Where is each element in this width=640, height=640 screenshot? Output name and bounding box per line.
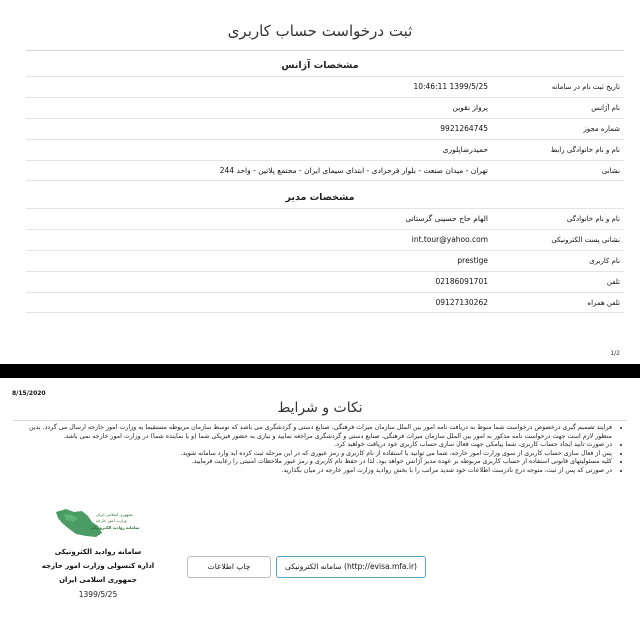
table-row bbox=[26, 160, 624, 181]
row-label: نام کاربری bbox=[589, 257, 620, 265]
row-value: الهام حاج حسینی گزستانی bbox=[405, 214, 488, 223]
evisa-portal-button[interactable]: سامانه الکترونیکی (http://evisa.mfa.ir) bbox=[276, 556, 426, 578]
print-date: 8/15/2020 bbox=[12, 390, 46, 397]
table-row bbox=[26, 271, 624, 292]
list-item: • پس از فعال سازی حساب کاربری از سوی وزارت امور خارجه، شما می توانید با استفاده از نام کاربری و رمز عبوری که در این مرحله ثبت کرده اید وارد سامانه شوید. bbox=[18, 450, 612, 459]
agency-details-table bbox=[26, 76, 624, 181]
signature-line-2: اداره کنسولی وزارت امور خارجه bbox=[41, 562, 155, 570]
row-value: حمیدرضاپلوری bbox=[442, 145, 488, 154]
table-row bbox=[26, 97, 624, 118]
table-row bbox=[26, 250, 624, 271]
agency-section-title: مشخصات آژانس bbox=[281, 60, 359, 71]
page-separator bbox=[0, 364, 640, 378]
page-title: ثبت درخواست حساب کاربری bbox=[227, 22, 413, 40]
row-label: نام و نام خانوادگی رابط bbox=[550, 146, 620, 154]
table-row bbox=[26, 292, 624, 313]
signature-date: 1399/5/25 bbox=[78, 590, 118, 599]
row-label: تلفن bbox=[606, 278, 620, 286]
signature-line-3: جمهوری اسلامی ایران bbox=[59, 576, 137, 584]
row-label: نشانی bbox=[601, 167, 620, 175]
logo-line-3: سامانه روادید الکترونیکی bbox=[90, 525, 140, 530]
iran-map-logo-icon bbox=[52, 506, 152, 540]
row-value: 02186091701 bbox=[435, 277, 488, 286]
manager-section-title: مشخصات مدیر bbox=[285, 192, 355, 203]
terms-list bbox=[18, 424, 620, 476]
list-item: • در صورت تایید ایجاد حساب کاربری، شما پیامکی جهت فعال سازی حساب کاربری خود دریافت خواهید کرد. bbox=[18, 441, 612, 450]
row-value: پرواز نقوین bbox=[452, 103, 488, 112]
document-page-2 bbox=[0, 378, 640, 640]
signature-line-1: سامانه روادید الکترونیکی bbox=[54, 548, 142, 556]
list-item: • در صورتی که پس از ثبت، متوجه درج نادرست اطلاعات خود شدید مراتب را با بخش روادید وزارت امور خارجه در میان بگذارید. bbox=[18, 467, 612, 476]
logo-line-1: جمهوری اسلامی ایران bbox=[96, 512, 134, 517]
row-value: 9921264745 bbox=[440, 124, 488, 133]
list-item: • کلیه مسئولیتهای قانونی استفاده از حساب کاربری مربوطه بر عهده مدیر آژانس خواهد بود. لذا در حفظ نام کاربری و رمز عبور ملاحظات امنیتی را رعایت فرمایید. bbox=[18, 458, 612, 467]
manager-details-table bbox=[26, 208, 624, 313]
row-label: نام آژانس bbox=[591, 104, 620, 112]
table-row bbox=[26, 139, 624, 160]
notes-title: نکات و شرایط bbox=[277, 400, 363, 416]
row-value: 09127130262 bbox=[435, 298, 488, 307]
row-label: نام و نام خانوادگی bbox=[566, 215, 620, 223]
notes-divider bbox=[14, 420, 626, 421]
table-row bbox=[26, 118, 624, 139]
row-value: 1399/5/25 10:46:11 bbox=[413, 82, 488, 91]
row-label: تاریخ ثبت نام در سامانه bbox=[551, 83, 620, 91]
table-row bbox=[26, 208, 624, 229]
print-info-button[interactable]: چاپ اطلاعات bbox=[187, 556, 271, 578]
row-value: تهران - میدان صنعت - بلوار فرحزادی - ابتدای سیمای ایران - مجتمع پلاتین - واحد 244 bbox=[219, 166, 488, 175]
row-value: int.tour@yahoo.com bbox=[411, 235, 488, 244]
table-row bbox=[26, 229, 624, 250]
page-number: 1/2 bbox=[610, 350, 620, 357]
row-value: prestige bbox=[457, 256, 488, 265]
row-label: نشانی پست الکترونیکی bbox=[551, 236, 620, 244]
row-label: شماره مجوز bbox=[583, 125, 620, 133]
row-label: تلفن همراه bbox=[587, 299, 620, 307]
logo-line-2: وزارت امور خارجه bbox=[96, 518, 127, 523]
title-divider bbox=[26, 50, 624, 51]
table-row bbox=[26, 76, 624, 97]
list-item: • فرایند تصمیم گیری درخصوص درخواست شما منوط به دریافت نامه امور بین الملل سازمان میراث فرهنگی، صنایع دستی و گردشگری می باشد که توسط سازمان مربوطه مستقیما به وزارت امور خارجه ارسال می گردد. بدین منظور لازم است جهت درخواست نامه مذکور به امور بین الملل سازمان میراث فرهنگی، صنایع دستی و گردشگری مراجعه نمایید و نیازی به حضور فیزیکی شما (و یا نماینده شما) در وزارت امور خارجه نمی باشد. bbox=[18, 424, 612, 441]
